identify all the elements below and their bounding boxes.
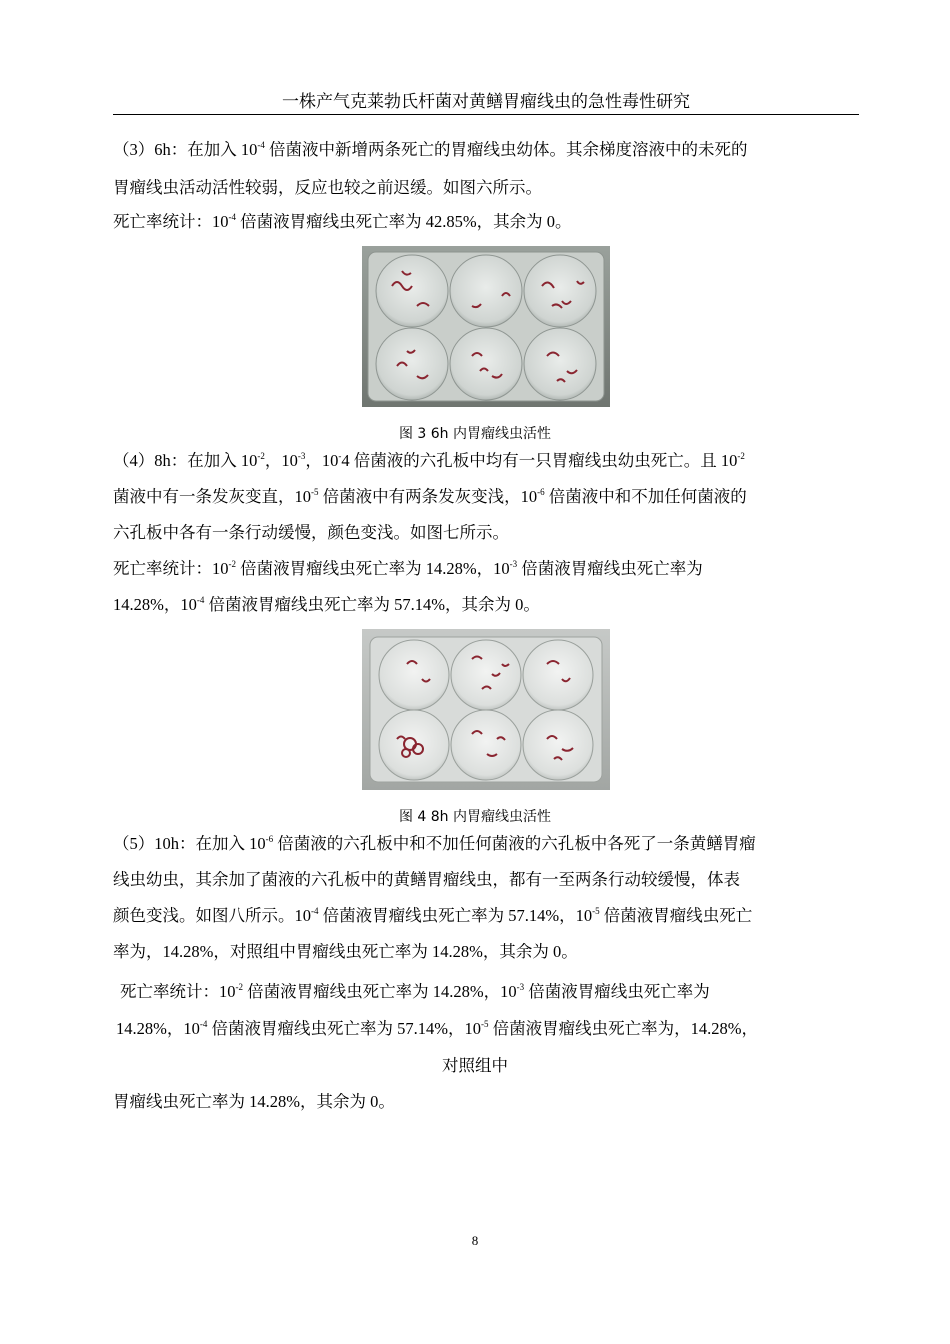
p1-line-3: 死亡率统计：$10^{-4}$ 倍菌液胃瘤线虫死亡率为 42.85%，其余为 0。 <box>113 212 572 231</box>
p4-line-4: 胃瘤线虫死亡率为 14.28%，其余为 0。 <box>113 1092 395 1111</box>
p3-line-4: 率为，14.28%，对照组中胃瘤线虫死亡率为 14.28%，其余为 0。 <box>113 942 578 961</box>
p4-line-1: 死亡率统计：$10^{-2}$ 倍菌液胃瘤线虫死亡率为 14.28%，$10^{-3}$ 倍菌液胃瘤线虫死亡率为 <box>120 982 710 1001</box>
p2-line-2: 菌液中有一条发灰变直，$10^{-5}$ 倍菌液中有两条发灰变浅，$10^{-6}$ 倍菌液中和不加任何菌液的 <box>113 487 747 506</box>
p4-line-2: 14.28%，$10^{-4}$ 倍菌液胃瘤线虫死亡率为 57.14%，$10^{-5}$ 倍菌液胃瘤线虫死亡率为，14.28%， <box>116 1019 758 1038</box>
header-rule <box>113 114 859 115</box>
figure-4-photo-six-well-plate <box>362 629 610 790</box>
page-number: 8 <box>471 1233 479 1248</box>
p3-line-2: 线虫幼虫，其余加了菌液的六孔板中的黄鳝胃瘤线虫，都有一至两条行动较缓慢，体表 <box>113 870 740 889</box>
p4-line-3: 对照组中 <box>442 1056 508 1075</box>
p3-line-1: （5）10h：在加入 $10^{-6}$ 倍菌液的六孔板中和不加任何菌液的六孔板中各死了一条黄鳝胃瘤 <box>113 834 756 853</box>
figure-4-caption: 图 4 8h 内胃瘤线虫活性 <box>398 809 552 825</box>
p2-line-4: 死亡率统计：$10^{-2}$ 倍菌液胃瘤线虫死亡率为 14.28%，$10^{-3}$ 倍菌液胃瘤线虫死亡率为 <box>113 559 703 578</box>
running-header: 一株产气克莱勃氏杆菌对黄鳝胃瘤线虫的急性毒性研究 <box>282 92 690 111</box>
p2-line-5: 14.28%，$10^{-4}$ 倍菌液胃瘤线虫死亡率为 57.14%，其余为 0。 <box>113 595 540 614</box>
p2-line-3: 六孔板中各有一条行动缓慢，颜色变浅。如图七所示。 <box>113 523 509 542</box>
p2-line-1: （4）8h：在加入 $10^{-2}$，$10^{-3}$，10-4 倍菌液的六孔板中均有一只胃瘤线虫幼虫死亡。且 $10^{-2}$ <box>113 451 745 470</box>
p1-line-2: 胃瘤线虫活动活性较弱，反应也较之前迟缓。如图六所示。 <box>113 178 542 197</box>
p1-line-1: （3）6h：在加入 $10^{-4}$ 倍菌液中新增两条死亡的胃瘤线虫幼体。其余梯度溶液中的未死的 <box>113 140 748 159</box>
p3-line-3: 颜色变浅。如图八所示。$10^{-4}$ 倍菌液胃瘤线虫死亡率为 57.14%，$10^{-5}$ 倍菌液胃瘤线虫死亡 <box>113 906 753 925</box>
figure-3-caption: 图 3 6h 内胃瘤线虫活性 <box>398 426 552 442</box>
figure-3-photo-six-well-plate <box>362 246 610 407</box>
